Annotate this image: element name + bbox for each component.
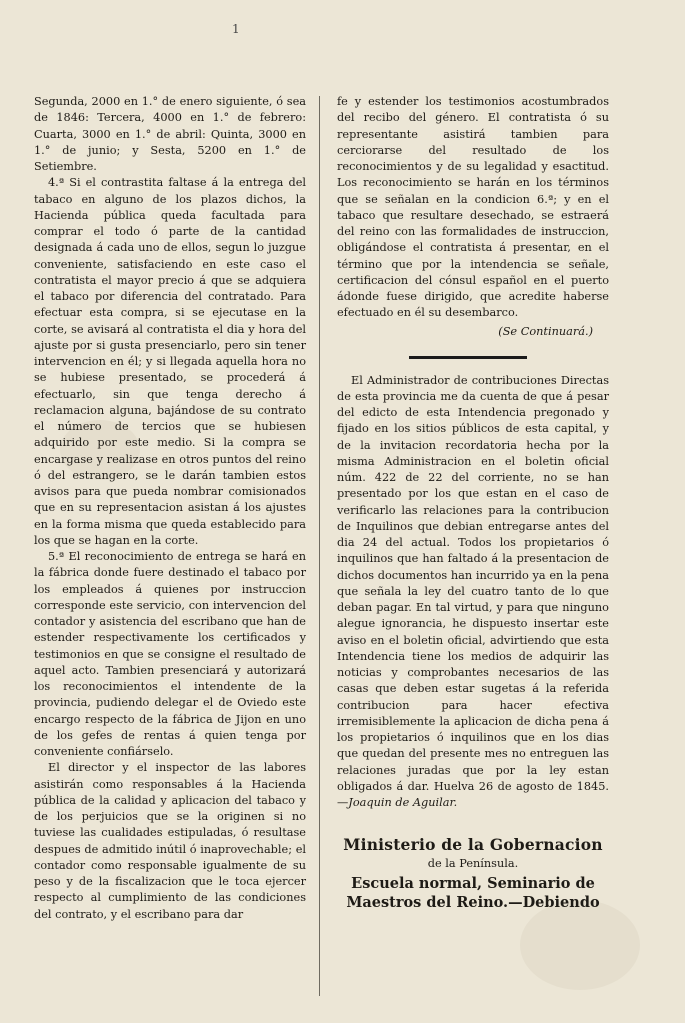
continued-note: (Se Continuará.) xyxy=(498,324,593,338)
paragraph-continuation: fe y estender los testimonios acostumbrados del recibo del género. El contratista ó su representante asistirá tambien para cerciorarse del resultado de los reconocimientos y de su legalidad y esactitud. Los reconocimiento se harán en los términos que se señalan en la condicion 6.ª; y en el tabaco que resultare desechado, se estraerá del reino con las formalidades de instruccion, obligándose el contratista á presentar, en el término que por la intendencia se señale, certificacion del cónsul español en el puerto ádonde fuese dirigido, que acredite haberse efectuado en él su desembarco. xyxy=(337,95,609,320)
paragraph-condicion-5: 5.ª El reconocimiento de entrega se hará en la fábrica donde fuere destinado el tabaco por los empleados á quienes por instruccion corresponde este servicio, con intervencion del contador y asistencia del escribano que han de estender respectivamente los certificados y testimonios en que se consigne el resultado de aquel acto. Tambien presenciará y autorizará los reconocimientos el intendente de la provincia, pudiendo delegar el de Oviedo este encargo respecto de la fábrica de Jijon en uno de los gefes de rentas á quien tenga por conveniente confiárselo. xyxy=(34,550,306,758)
paragraph-condicion-4: 4.ª Si el contrastita faltase á la entrega del tabaco en alguno de los plazos dichos, la Hacienda pública queda facultada para comprar el todo ó parte de la cantidad designada á cada uno de ellos, segun lo juzgue conveniente, satisfaciendo en este caso el contratista el mayor precio á que se adquiera el tabaco por diferencia del contratado. Para efectuar esta compra, si se ejecutase en la corte, se avisará al contratista el dia y hora del ajuste por si gusta presenciarlo, pero sin tener intervencion en él; y si llegada aquella hora no se hubiese presentado, se procederá á efectuarlo, sin que tenga derecho á reclamacion alguna, bajándose de su contrato el número de tercios que se hubiesen adquirido por este medio. Si la compra se encargase y realizase en otros puntos del reino ó del estrangero, se le darán tambien estos avisos para que pueda nombrar comisionados que en su representacion asistan á los ajustes en la forma misma que queda establecido para los que se hagan en la corte. xyxy=(34,176,306,547)
column-divider xyxy=(319,96,320,996)
ministerio-heading: Ministerio de la Gobernacion xyxy=(343,835,603,855)
paragraph-director: El director y el inspector de las labores asistirán como responsables á la Hacienda pública de la calidad y aplicacion del tabaco y de los perjuicios que se la originen si no tuviese las cualidades estipuladas, ó resultase despues de admitido inútil ó inaprovechable; el contador como responsable igualmente de su peso y de la fiscalizacion que le toca ejercer respecto al cumplimiento de las condiciones del contrato, y el escribano para dar xyxy=(34,761,306,921)
page-folio: 1 xyxy=(232,22,240,36)
escuela-heading: Escuela normal, Seminario de Maestros del Reino.—Debiendo xyxy=(346,875,600,912)
notice-signature: Joaquin de Aguilar. xyxy=(348,796,458,809)
section-rule xyxy=(409,356,527,359)
peninsula-subheading: de la Península. xyxy=(427,857,519,871)
left-column xyxy=(34,94,306,923)
paragraph-plazos: Segunda, 2000 en 1.° de enero siguiente, ó sea de 1846: Tercera, 4000 en 1.° de febrero: Cuarta, 3000 en 1.° de abril: Quinta, 3000 en 1.° de junio; y Sesta, 5200 en 1.° de Setiembre. xyxy=(34,95,306,173)
right-column xyxy=(337,94,609,912)
administrator-notice xyxy=(337,373,609,812)
paper-stain xyxy=(520,900,640,990)
notice-body: El Administrador de contribuciones Directas de esta provincia me da cuenta de que á pesar del edicto de esta Intendencia pregonado y fijado en los sitios públicos de esta capital, y de la invitacion recordatoria hecha por la misma Administracion en el boletin oficial núm. 422 de 22 del corriente, no se han presentado por los que estan en el caso de verificarlo las relaciones para la contribucion de Inquilinos que debian entregarse antes del dia 24 del actual. Todos los propietarios ó inquilinos que han faltado á la presentacion de dichos documentos han incurrido ya en la pena que señala la ley del cuatro tanto de lo que deban pagar. En tal virtud, y para que ninguno alegue ignorancia, he dispuesto insertar este aviso en el boletin oficial, advirtiendo que esta Intendencia tiene los medios de adquirir las noticias y comprobantes necesarios de las casas que deben estar sugetas á la referida contribucion para hacer efectiva irremisiblemente la aplicacion de dicha pena á los propietarios ó inquilinos que en los dias que quedan del presente mes no entreguen las relaciones juradas que por la ley estan obligados á dar. Huelva 26 de agosto de 1845.—Joaquin de Aguilar. xyxy=(337,373,609,809)
